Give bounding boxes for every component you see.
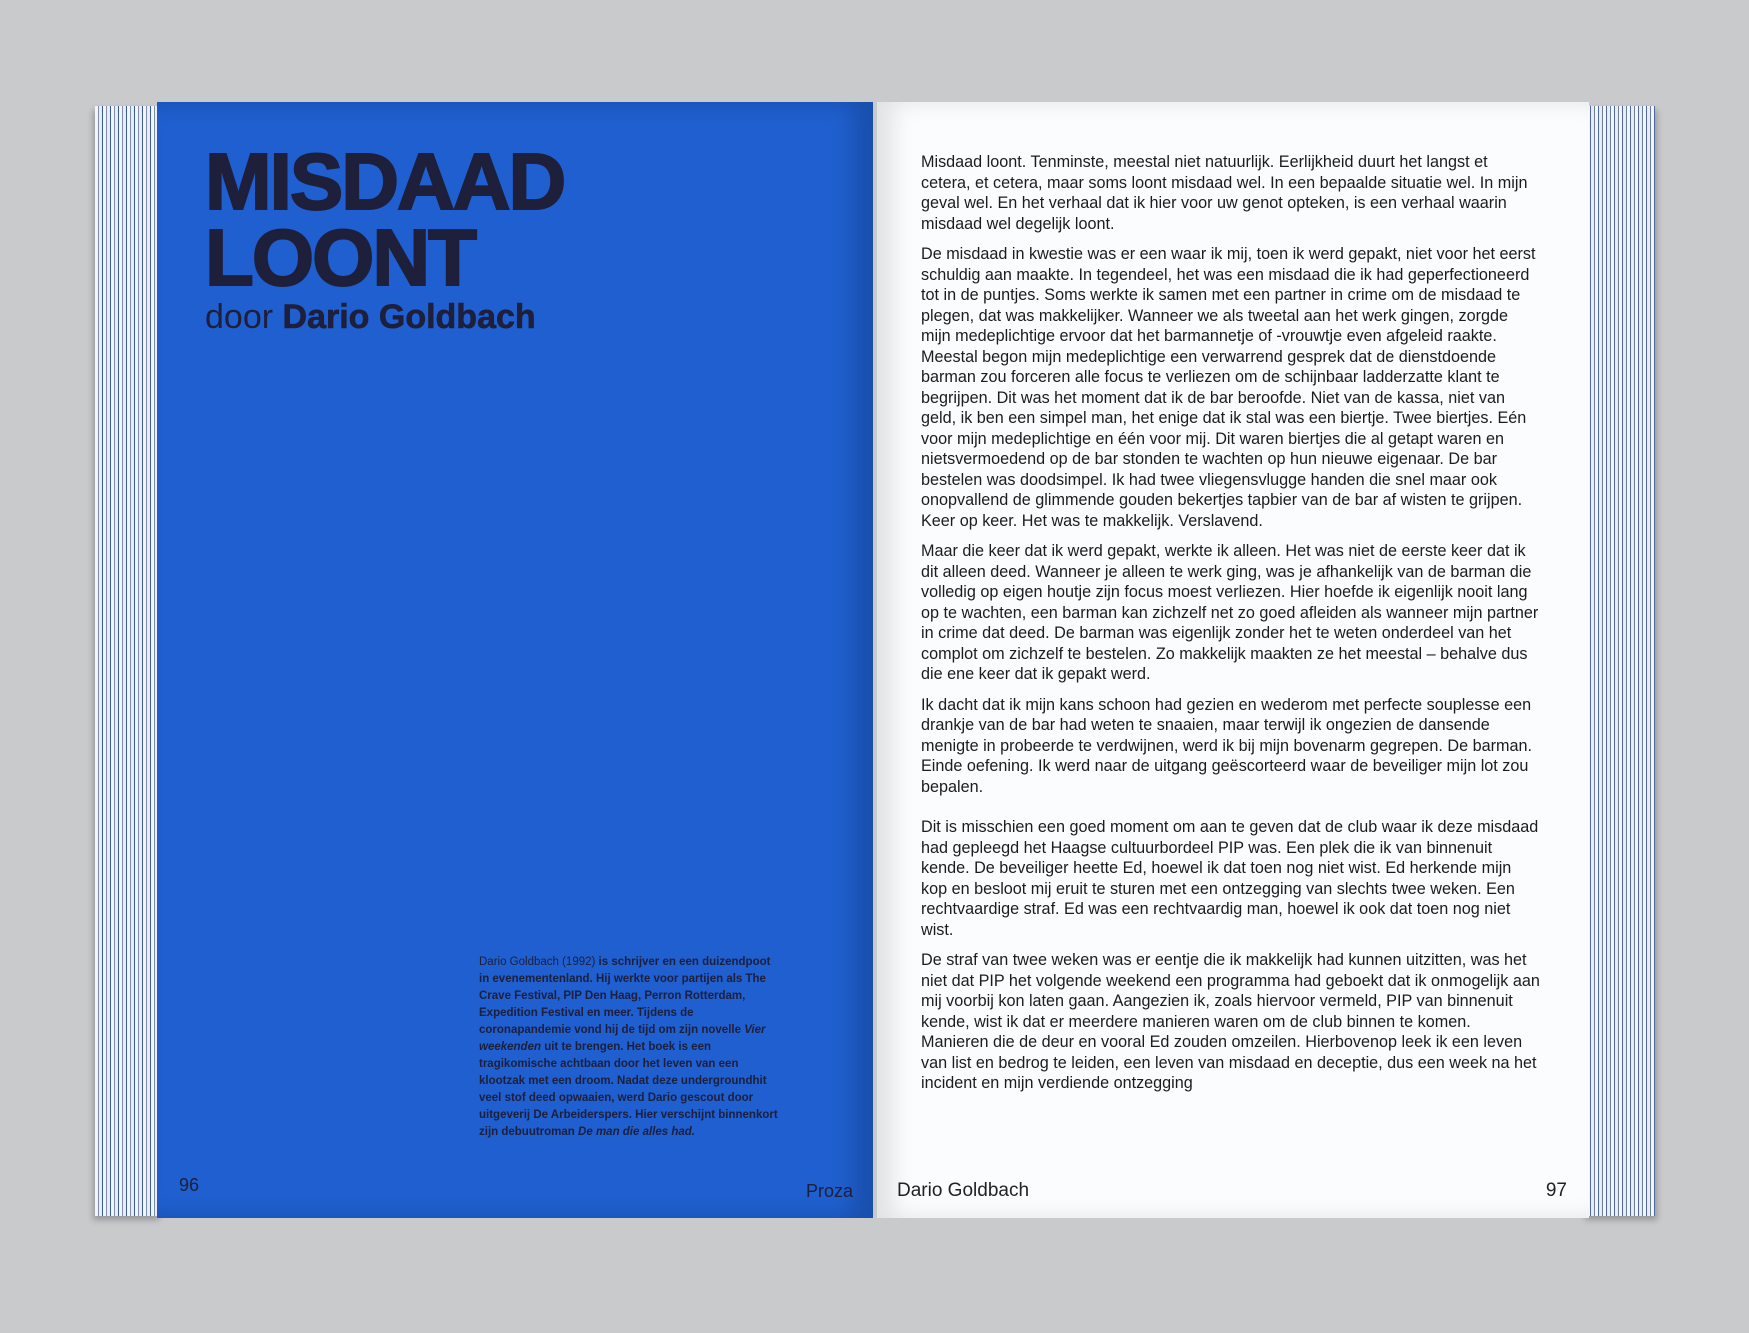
paragraph: De straf van twee weken was er eentje die ik makkelijk had kunnen uitzitten, was het niet dat PIP het volgende weekend een programma had geboekt dat ik onmogelijk aan mij voorbij kon laten gaan. Aangezien ik, zoals hiervoor vermeld, PIP van binnenuit kende, wist ik dat er meerdere manieren waren om de club binnen te komen. Manieren die de deur en vooral Ed zouden omzeilen. Hierbovenop leek ik een leven van list en bedrog te leiden, een leven van misdaad en deceptie, dus een week na het incident en mijn verdiende ontzegging — [921, 951, 1540, 1092]
paragraph: Ik dacht dat ik mijn kans schoon had gezien en wederom met perfecte souplesse een drankje van de bar had weten te snaaien, maar terwijl ik ongezien de dansende menigte in probeerde te verdwijnen, werd ik bij mijn bovenarm gegrepen. De barman. Einde oefening. Ik werd naar de uitgang geëscorteerd waar de beveiliger mijn lot zou bepalen. — [921, 695, 1532, 796]
byline — [205, 298, 536, 337]
bio-name: Dario Goldbach (1992) — [479, 956, 596, 968]
author-bio — [479, 954, 779, 1141]
article-title: MISDAAD LOONT — [205, 137, 565, 302]
bio-text-2: uit te brengen. Het boek is een tragikomische achtbaan door het leven van een klootzak met een droom. Nadat deze undergroundhit veel stof deed opwaaien, werd Dario gescout door uitgeverij De Arbeiderspers. Hier verschijnt binnenkort zijn debuutroman — [479, 1041, 778, 1138]
byline-prefix: door — [205, 298, 274, 336]
paragraph: Maar die keer dat ik werd gepakt, werkte ik alleen. Het was niet de eerste keer dat ik dit alleen deed. Wanneer je alleen te werk ging, was je afhankelijk van de barman die volledig op eigen houtje zijn focus moest verliezen. Hier hoefde ik eigenlijk nooit lang op te wachten, een barman kan zichzelf net zo goed afleiden als wanneer mijn partner in crime dat deed. De barman was eigenlijk zonder het te weten onderdeel van het complot om zichzelf te bestelen. Zo makkelijk maakten ze het meestal – behalve dus die ene keer dat ik gepakt werd. — [921, 542, 1539, 683]
page-number-right: 97 — [1545, 1180, 1567, 1201]
bio-novella-title: Vier weekenden — [479, 1024, 766, 1053]
page-edges-right — [1583, 106, 1655, 1216]
page-number-left: 96 — [179, 1175, 200, 1195]
left-page — [157, 102, 873, 1218]
open-book — [95, 100, 1655, 1220]
article-body — [921, 152, 1541, 1104]
running-head: Dario Goldbach — [897, 1180, 1030, 1201]
page-edges-left — [95, 106, 161, 1216]
bio-text: is schrijver en een duizendpoot in evenementenland. Hij werkte voor partijen als The Crave Festival, PIP Den Haag, Perron Rotterdam, Expedition Festival en meer. Tijdens de coronapandemie vond hij de tijd om zijn novelle — [479, 956, 771, 1036]
paragraph: Dit is misschien een goed moment om aan te geven dat de club waar ik deze misdaad had gepleegd het Haagse cultuurbordeel PIP was. Een plek die ik van binnenuit kende. De beveiliger heette Ed, hoewel ik dat toen nog niet wist. Ed herkende mijn kop en besloot mij eruit te sturen met een ontzegging van slechts twee weken. Een rechtvaardige straf. Ed was een rechtvaardig man, hoewel ik ook dat toen nog niet wist. — [921, 818, 1539, 939]
right-page — [877, 102, 1589, 1218]
paragraph: Misdaad loont. Tenminste, meestal niet natuurlijk. Eerlijkheid duurt het langst et cetera, et cetera, maar soms loont misdaad wel. In een bepaalde situatie wel. In mijn geval wel. En het verhaal dat ik hier voor uw genot opteken, is een verhaal waarin misdaad wel degelijk loont. — [921, 153, 1528, 233]
paragraph: De misdaad in kwestie was er een waar ik mij, toen ik werd gepakt, niet voor het eerst schuldig aan maakte. In tegendeel, het was een misdaad die ik had geperfectioneerd tot in de puntjes. Soms werkte ik samen met een partner in crime om de misdaad te plegen, dat was makkelijker. Wanneer we als tweetal aan het werk gingen, zorgde mijn medeplichtige ervoor dat het barmannetje of -vrouwtje even afgeleid raakte. Meestal begon mijn medeplichtige een verwarrend gesprek dat de dienstdoende barman zou forceren alle focus te verliezen om de schijnbaar ladderzatte klant te begrijpen. Dit was het moment dat ik de bar beroofde. Niet van de kassa, niet van geld, ik ben een simpel man, het enige dat ik stal was een biertje. Twee biertjes. Eén voor mijn medeplichtige en één voor mij. Dit waren biertjes die al getapt waren en nietsvermoedend op de bar stonden te wachten op hun nieuwe eigenaar. De bar bestelen was doodsimpel. Ik had twee vliegensvlugge handen die snel maar ook onopvallend de glimmende gouden bekertjes tapbier van de bar af wisten te grijpen. Keer op keer. Het was te makkelijk. Verslavend. — [921, 245, 1536, 530]
bio-debut-title: De man die alles had. — [578, 1126, 696, 1138]
section-label: Proza — [805, 1181, 853, 1201]
byline-author: Dario Goldbach — [282, 298, 536, 336]
